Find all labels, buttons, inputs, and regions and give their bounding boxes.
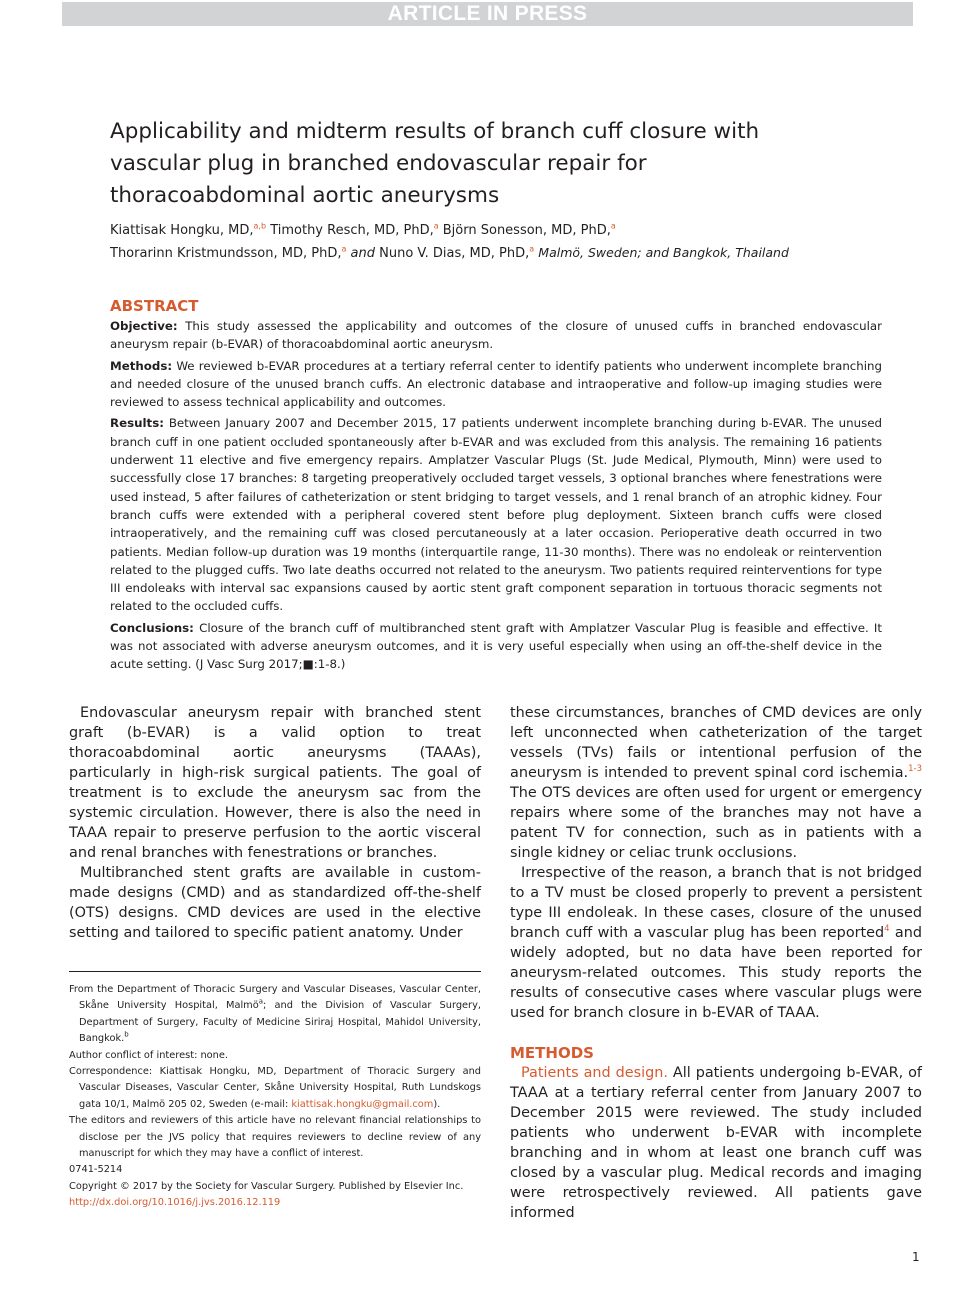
affiliation-mark: a [610, 221, 616, 231]
footnote-conflict: Author conflict of interest: none. [69, 1049, 229, 1061]
footnote-divider [69, 971, 481, 972]
methods-text: We reviewed b-EVAR procedures at a tertiary referral center to identify patients who underwent incomplete branching and needed closure of the unused branch cuffs. An electronic database and intraoperative and follow-up imaging studies were reviewed to assess technical applicability and outcomes. [110, 358, 883, 410]
conclusions-text: Closure of the branch cuff of multibranched stent graft with Amplatzer Vascular Plug is feasible and effective. It was not associated with adverse aneurysm outcomes, and it is very useful especially when using an off-the-shelf device in the acute setting. (J Vasc Surg 2017;■:1-8.) [110, 620, 883, 672]
doi-link[interactable]: http://dx.doi.org/10.1016/j.jvs.2016.12.119 [69, 1197, 281, 1209]
footnotes [69, 982, 481, 1212]
affiliation-mark: a [529, 244, 535, 254]
author-name: Nuno V. Dias, MD, PhD, [379, 246, 530, 261]
author-name: Björn Sonesson, MD, PhD, [442, 223, 611, 238]
citation-mark: 4 [884, 924, 890, 935]
article-in-press-banner: ARTICLE IN PRESS [62, 2, 913, 26]
body-paragraph: Irrespective of the reason, a branch that is not bridged to a TV must be closed properly to prevent a persistent type III endoleak. In these cases, closure of the unused branch cuff with a vascular plug has been reported$^4$ and widely adopted, but no data have been reported for aneurysm-related outcomes. This study reports the results of consecutive cases where vascular plugs were used for branch closure in b-EVAR of TAAA. [510, 865, 922, 1021]
objective-label: Objective: [110, 319, 178, 333]
footnote-issn: 0741-5214 [69, 1164, 123, 1176]
abstract-results [110, 414, 882, 615]
footnote-copyright: Copyright © 2017 by the Society for Vascular Surgery. Published by Elsevier Inc. [69, 1180, 464, 1192]
objective-text: This study assessed the applicability and outcomes of the closure of unused cuffs in branched endovascular aneurysm repair (b-EVAR) of thoracoabdominal aortic aneurysm. [110, 319, 882, 352]
footnote-correspondence: Correspondence: Kiattisak Hongku, MD, Department of Thoracic Surgery and Vascular Diseases, Vascular Center, Skåne University Hospital, Ruth Lundskogs gata 10/1, Malmö 205 02, Sweden (e-mail: kiattisak.hongku@gmail.com). [69, 1066, 481, 1110]
author-location: Malmö, Sweden; and Bangkok, Thailand [538, 245, 789, 260]
footnote-editors: The editors and reviewers of this article have no relevant financial relationships to disclose per the JVS policy that requires reviewers to decline review of any manuscript for which they may have a conflict of interest. [69, 1115, 481, 1160]
results-label: Results: [110, 416, 164, 431]
author-name: Timothy Resch, MD, PhD, [270, 223, 434, 238]
body-column-right [510, 703, 922, 1223]
author-conjunction: and [350, 246, 375, 261]
page-number: 1 [912, 1250, 920, 1264]
abstract-objective [110, 317, 882, 354]
article-title: Applicability and midterm results of branch cuff closure with vascular plug in branched endovascular repair for thoracoabdominal aortic aneurysms [110, 119, 760, 208]
body-column-left [69, 703, 481, 943]
body-paragraph: Patients and design. All patients undergoing b-EVAR, of TAAA at a tertiary referral center from January 2007 to December 2015 were reviewed. The study included patients who underwent b-EVAR with incomplete branching and in whom at least one branch cuff was closed by a vascular plug. Medical records and imaging were retrospectively reviewed. All patients gave informed [510, 1065, 923, 1221]
body-paragraph: Endovascular aneurysm repair with branched stent graft (b-EVAR) is a valid option to treat thoracoabdominal aortic aneurysms (TAAAs), particularly in high-risk surgical patients. The goal of treatment is to exclude the aneurysm sac from the systemic circulation. However, there is also the need in TAAA repair to preserve perfusion to the aortic visceral and renal branches with fenestrations or branches. [69, 705, 481, 861]
results-text: Between January 2007 and December 2015, 17 patients underwent incomplete branching during b-EVAR. The unused branch cuff in one patient occluded spontaneously after b-EVAR and was excluded from this analysis. The remaining 16 patients underwent 11 elective and five emergency repairs. Amplatzer Vascular Plugs (St. Jude Medical, Plymouth, Minn) were used to successfully close 17 branches: 8 targeting preoperatively occluded target vessels, 3 optional branches where fenestrations were used instead, 5 after failures of catheterization or stent bridging to target vessels, and 1 renal branch of an atrophic kidney. Four branch cuffs were extended with a peripheral covered stent before plug deployment. Sixteen branch cuffs were closed intraoperatively, and the remaining cuff was closed percutaneously at a later occasion. Perioperative death occurred in two patients. Median follow-up duration was 19 months (interquartile range, 11-30 months). There was no endoleak or reintervention related to the plugged cuffs. Two late deaths occurred not related to the aneurysm. Two patients required reinterventions for type III endoleaks with interval sac expansions caused by aortic stent graft component separation in tortuous thoracic segments not related to the occluded cuffs. [110, 416, 882, 614]
email-link[interactable]: kiattisak.hongku@gmail.com [291, 1098, 434, 1110]
body-paragraph: Multibranched stent grafts are available in custom-made designs (CMD) and as standardized off-the-shelf (OTS) designs. CMD devices are used in the elective setting and tailored to specific patient anatomy. Under [69, 865, 481, 941]
methods-heading: METHODS [510, 1044, 594, 1062]
abstract-heading: ABSTRACT [110, 297, 199, 315]
author-name: Thorarinn Kristmundsson, MD, PhD, [110, 246, 342, 261]
body-paragraph: these circumstances, branches of CMD devices are only left unconnected when catheterization of the target vessels (TVs) fails or intentional perfusion of the aneurysm is intended to prevent spinal cord ischemia.$^{1-3}$ The OTS devices are often used for urgent or emergency repairs where some of the branches may not have a patent TV for connection, such as in patients with a single kidney or celiac trunk occlusions. [510, 705, 922, 861]
affiliation-mark: a [341, 244, 347, 254]
citation-mark: 1-3 [908, 764, 922, 775]
abstract [110, 317, 882, 677]
abstract-conclusions [110, 619, 882, 674]
affiliation-mark: a,b [253, 221, 267, 231]
methods-label: Methods: [110, 358, 173, 373]
conclusions-label: Conclusions: [110, 620, 194, 635]
subsection-heading: Patients and design. [521, 1065, 668, 1081]
footnote-affiliations: From the Department of Thoracic Surgery and Vascular Diseases, Vascular Center, Skåne University Hospital, Malmö$^a$; and the Division of Vascular Surgery, Department of Surgery, Faculty of Medicine Siriraj Hospital, Mahidol University, Bangkok.$^b$ [69, 984, 481, 1045]
affiliation-mark: a [433, 221, 439, 231]
author-line-2 [110, 242, 910, 265]
author-line-1 [110, 220, 910, 242]
author-name: Kiattisak Hongku, MD, [110, 223, 254, 238]
abstract-methods [110, 357, 882, 412]
author-list [110, 220, 910, 265]
